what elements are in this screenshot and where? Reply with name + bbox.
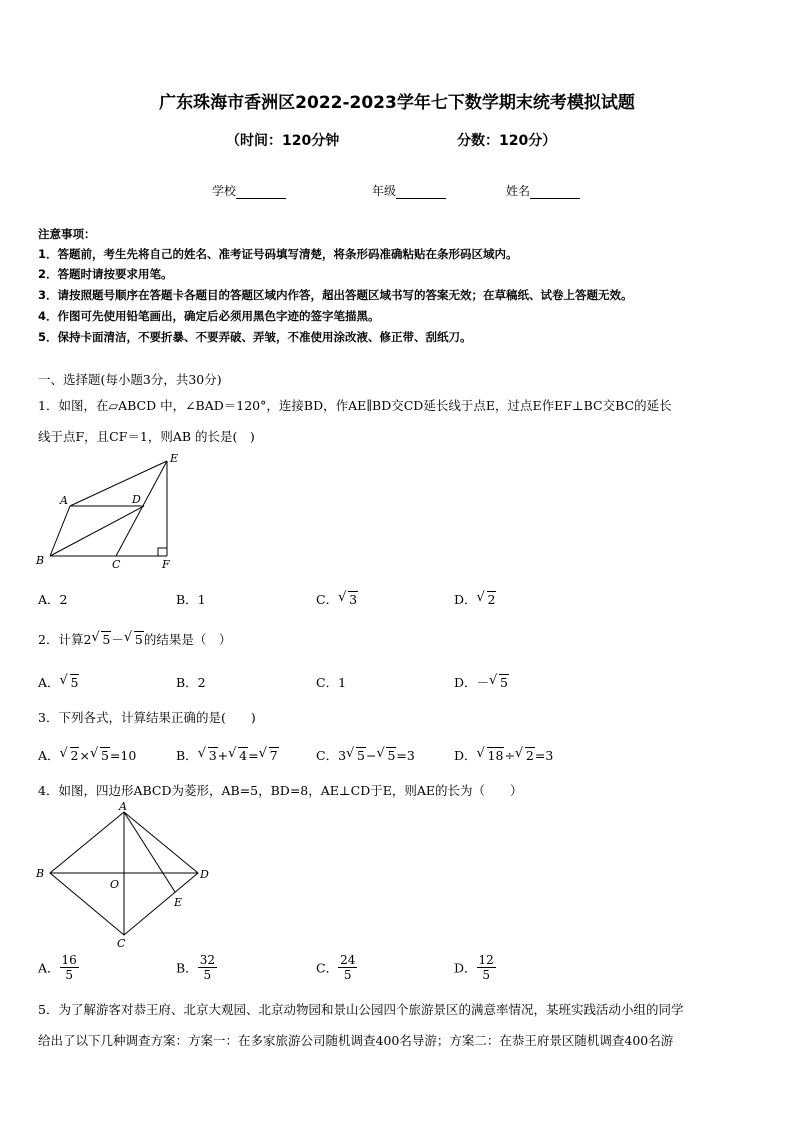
line-ce [116,461,167,556]
name-field [506,182,580,199]
q3-option-a[interactable]: A．√ 2×√ 5=10 [38,746,136,764]
q3-text: 3．下列各式，计算结果正确的是( ) [38,710,256,725]
q4-text: 4．如图，四边形ABCD为菱形，AB=5，BD=8，AE⊥CD于E，则AE的长为（ ） [38,783,523,798]
exam-score: 分数：120分） [457,133,557,149]
q3-option-c[interactable]: C．3√ 5−√ 5=3 [316,746,415,764]
label-f: F [162,558,170,571]
q2-option-a[interactable]: A．√ 5 [38,673,79,691]
grade-blank[interactable] [396,186,446,199]
q4-option-b[interactable]: B． $\frac{32}{5}$ [176,953,215,982]
note-item: 2．答题时请按要求用笔。 [38,267,173,281]
label-a: A [60,494,68,507]
label-c: C [112,558,121,571]
label-e: E [170,452,179,465]
q4-figure [30,800,220,950]
note-item: 5．保持卡面清洁，不要折暴、不要弄破、弄皱，不准使用涂改液、修正带、刮纸刀。 [38,330,472,344]
note-item: 4．作图可先使用铅笔画出，确定后必须用黑色字迹的签字笔描黑。 [38,309,380,323]
q4-option-c[interactable]: C． $\frac{24}{5}$ [316,953,356,982]
q3-option-b[interactable]: B．√ 3+√ 4=√ 7 [176,746,279,764]
q1-text-line1: 1．如图，在▱ABCD 中，∠BAD＝120°，连接BD，作AE∥BD交CD延长线于点E，过点E作EF⊥BC交BC的延长 [38,398,672,413]
line-ba [50,506,70,556]
segment-ae [124,812,175,892]
name-label: 姓名 [506,184,531,198]
grade-field [372,182,446,199]
label-b: B [36,554,45,567]
q2-option-b[interactable]: B．2 [176,675,206,690]
right-angle-mark [158,548,167,556]
q4-option-a[interactable]: A． $\frac{16}{5}$ [38,953,77,982]
q2-option-d[interactable]: D．－√ 5 [454,673,509,691]
label-d: D [132,493,141,506]
section-heading: 一、选择题(每小题3分，共30分) [38,372,222,387]
school-label: 学校 [212,184,237,198]
label-a: A [119,800,127,813]
grade-label: 年级 [372,184,397,198]
q5-text-line2: 给出了以下几种调查方案：方案一：在多家旅游公司随机调查400名导游；方案二：在恭王府景区随机调查400名游 [38,1033,674,1048]
q2-option-c[interactable]: C．1 [316,675,347,690]
q4-option-d[interactable]: D． $\frac{12}{5}$ [454,953,494,982]
q2-text: 2．计算2√ 5－√ 5的结果是（ ） [38,630,231,648]
school-field [212,182,286,199]
q5-text-line1: 5．为了解游客对恭王府、北京大观园、北京动物园和景山公园四个旅游景区的满意率情况，某班实践活动小组的同学 [38,1002,684,1017]
label-e: E [174,896,183,909]
exam-title: 广东珠海市香洲区2022-2023学年七下数学期末统考模拟试题 [159,93,635,113]
name-blank[interactable] [530,186,580,199]
exam-time: （时间：120分钟 [226,133,340,149]
q1-option-d[interactable]: D．√ 2 [454,590,496,608]
school-blank[interactable] [236,186,286,199]
label-c: C [117,937,126,950]
line-ae [70,461,167,506]
q1-option-a[interactable]: A．2 [38,592,68,607]
q3-option-d[interactable]: D．√ 18÷√ 2=3 [454,746,553,764]
note-item: 1．答题前，考生先将自己的姓名、准考证号码填写清楚，将条形码准确粘贴在条形码区域内。 [38,247,518,261]
q1-figure [32,448,192,572]
label-b: B [36,867,45,880]
q1-text-line2: 线于点F，且CF＝1，则AB 的长是( ) [38,429,255,444]
label-o: O [110,878,120,891]
q1-option-c[interactable]: C．√ 3 [316,590,358,608]
label-d: D [200,868,209,881]
notes-heading: 注意事项： [38,227,96,241]
note-item: 3．请按照题号顺序在答题卡各题目的答题区域内作答，超出答题区域书写的答案无效；在草稿纸、试卷上答题无效。 [38,288,633,302]
q1-option-b[interactable]: B．1 [176,592,206,607]
